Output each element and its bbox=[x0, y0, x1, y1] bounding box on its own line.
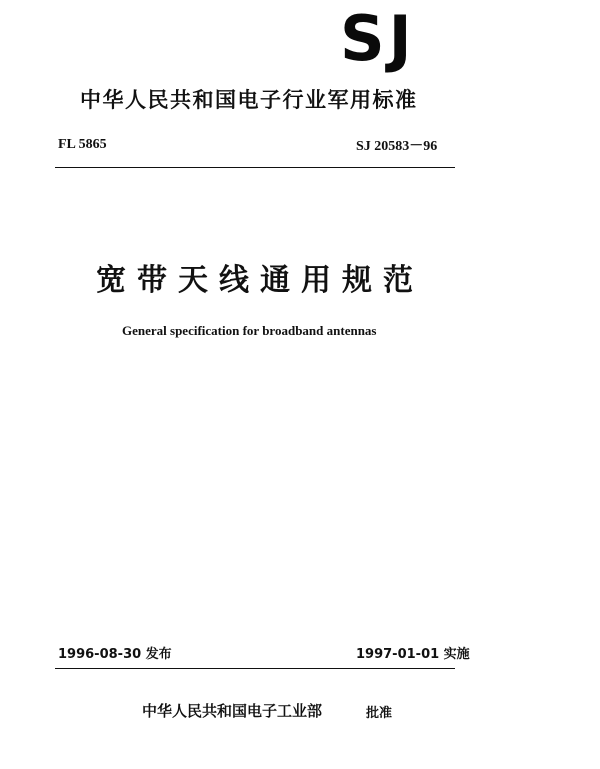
approve-label: 批准 bbox=[366, 706, 393, 721]
standard-category-title: 中华人民共和国电子行业军用标准 bbox=[80, 88, 418, 112]
approving-authority: 中华人民共和国电子工业部 bbox=[142, 702, 323, 720]
document-title-cn: 宽带天线通用规范 bbox=[96, 263, 424, 298]
standard-number: SJ 20583－96 bbox=[356, 139, 438, 154]
issue-date: 1996-08-30 发布 bbox=[58, 647, 172, 662]
fl-classification-code: FL 5865 bbox=[58, 137, 107, 152]
bottom-divider bbox=[55, 668, 455, 669]
document-title-en: General specification for broadband antennas bbox=[122, 323, 377, 338]
sj-logo: SJ bbox=[340, 2, 416, 75]
top-divider bbox=[55, 167, 455, 168]
implementation-date: 1997-01-01 实施 bbox=[356, 647, 470, 662]
